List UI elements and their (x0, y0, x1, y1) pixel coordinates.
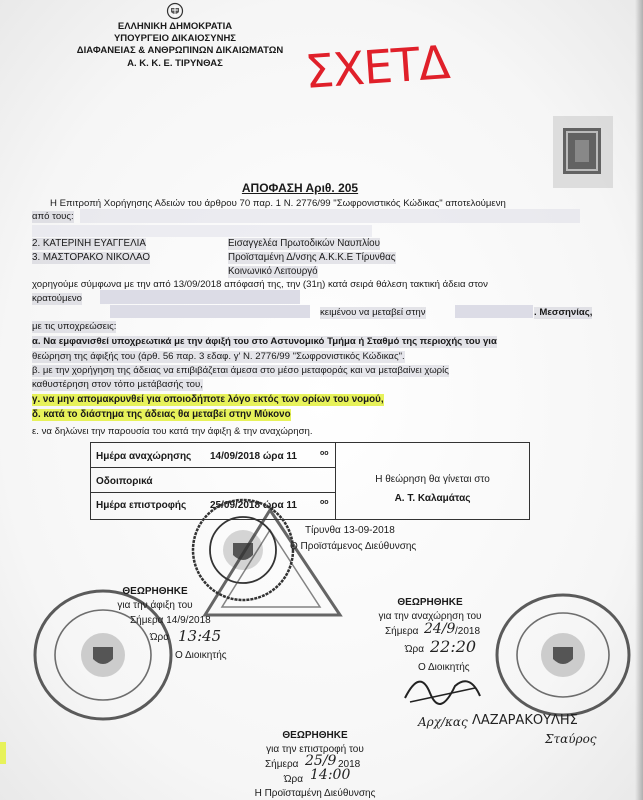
highlight-artifact (0, 742, 6, 764)
signature-scribble-icon (400, 668, 485, 708)
table-sup: οο (320, 450, 329, 457)
obligation-c: γ. να μην απομακρυνθεί για οποιοδήποτε λόγο εκτός των ορίων του νομού, (32, 394, 384, 405)
obligation-a: α. Να εμφανισθεί υποχρεωτικά με την άφιξή του στο Αστυνομικό Τμήμα ή Σταθμό της περιοχής του για (32, 336, 497, 347)
member-name: 3. ΜΑΣΤΟΡΑΚΟ ΝΙΚΟΛΑΟ (32, 252, 150, 263)
member-role: Εισαγγελέα Πρωτοδικών Ναυπλίου (228, 238, 380, 249)
bottom-stamp-date-label: Σήμερα (265, 759, 299, 770)
obligation-b-cont: καθυστέρηση στον τόπο μετάβασής του, (32, 379, 203, 390)
redaction-box (100, 290, 300, 304)
decision-title: ΑΠΟΦΑΣΗ Αριθ. 205 (241, 181, 359, 195)
table-travel-label: Οδοιπορικά (96, 476, 153, 487)
handwritten-red-mark: ΣΧΕΤΔ (303, 35, 451, 99)
left-stamp-time-hand: 13:45 (178, 627, 222, 645)
bottom-stamp-signatory: Η Προϊσταμένη Διεύθυνσης (254, 788, 376, 799)
right-stamp-date-label: Σήμερα (385, 626, 419, 637)
intro-line-2: από τους: (32, 211, 74, 222)
body-line: με τις υποχρεώσεις: (32, 321, 117, 332)
left-stamp-title: ΘΕΩΡΗΘΗΚΕ (122, 586, 188, 597)
greek-emblem-icon (164, 2, 186, 20)
left-stamp-date: Σήμερα 14/9/2018 (130, 615, 211, 626)
body-line: κειμένου να μεταβεί στην (320, 307, 426, 318)
place-date: Τίρυνθα 13-09-2018 (305, 525, 395, 536)
table-sup: οο (320, 499, 329, 506)
obligation-e: ε. να δηλώνει την παρουσία του κατά την άφιξη & την αναχώρηση. (32, 426, 313, 437)
bottom-stamp-title: ΘΕΩΡΗΘΗΚΕ (282, 730, 348, 741)
table-departure-value: 14/09/2018 ώρα 11 (210, 451, 297, 462)
scan-artifact-icon (545, 110, 620, 195)
right-police-round-stamp-icon (488, 590, 638, 720)
member-name: 2. ΚΑΤΕΡΙΝΗ ΕΥΑΓΓΕΛΙΑ (32, 238, 146, 249)
body-line: . Μεσσηνίας, (534, 307, 593, 318)
bottom-stamp-line-1: για την επιστροφή του (266, 744, 364, 755)
obligation-d: δ. κατά το διάστημα της άδειας θα μεταβεί στην Μύκονο (32, 409, 291, 420)
body-line: χορηγούμε σύμφωνα με την από 13/09/2018 απόφασή της, την (31η) κατά σειρά θάλεση τακτική άδεια στον (32, 279, 488, 290)
right-stamp-signatory: Ο Διοικητής (418, 662, 470, 673)
scan-shadow-edge (635, 0, 643, 800)
bottom-stamp-year: 2018 (338, 759, 361, 770)
bottom-stamp-date-hand: 25/9 (305, 753, 337, 769)
signature-sub: Σταύρος (545, 732, 597, 746)
body-line: κρατούμενο (32, 293, 82, 304)
table-return-value: 25/09/2018 ώρα 11 (210, 500, 297, 511)
table-note-1: Η θεώρηση θα γίνεται στο (375, 474, 490, 485)
left-stamp-line-1: για την άφιξη του (117, 600, 193, 611)
header-line-4: Α. Κ. Κ. Ε. ΤΙΡΥΝΘΑΣ (127, 58, 223, 69)
member-role: Κοινωνικό Λειτουργό (228, 266, 318, 277)
right-stamp-year: /2018 (455, 626, 481, 637)
table-departure-label: Ημέρα αναχώρησης (96, 451, 192, 462)
intro-line-1: Η Επιτροπή Χορήγησης Αδειών του άρθρου 70 παρ. 1 Ν. 2776/99 "Σωφρονιστικός Κώδικας" αποτελούμενη (50, 198, 506, 209)
redaction-box (455, 305, 533, 318)
signature-name: ΛΑΖΑΡΑΚΟΥΛΗΣ (472, 713, 578, 728)
header-line-2: ΥΠΟΥΡΓΕΙΟ ΔΙΚΑΙΟΣΥΝΗΣ (113, 33, 237, 44)
right-stamp-time-hand: 22:20 (430, 637, 477, 656)
large-triangular-stamp-icon (200, 505, 345, 620)
right-stamp-title: ΘΕΩΡΗΘΗΚΕ (397, 597, 463, 608)
right-stamp-time-label: Ώρα (405, 644, 424, 655)
obligation-b: β. με την χορήγηση της άδειας να επιβιβάζεται άμεσα στο μέσο μεταφοράς και να μεταβαίνει χωρίς (32, 365, 449, 376)
left-stamp-time-label: Ώρα (150, 632, 169, 643)
table-return-label: Ημέρα επιστροφής (96, 500, 187, 511)
redaction-strip (80, 209, 580, 223)
bottom-stamp-time-label: Ώρα (284, 774, 303, 785)
obligation-a-cont: θεώρηση της άφιξής του (άρθ. 56 παρ. 3 εδαφ. γ' Ν. 2776/99 "Σωφρονιστικός Κώδικας". (32, 351, 405, 362)
header-line-1: ΕΛΛΗΝΙΚΗ ΔΗΜΟΚΡΑΤΙΑ (117, 21, 233, 32)
member-role: Προϊσταμένη Δ/νσης Α.Κ.Κ.Ε Τίρυνθας (228, 252, 396, 263)
table-row-line (90, 492, 336, 493)
signatory-top: Ο Προϊστάμενος Διεύθυνσης (290, 541, 417, 552)
redaction-box (110, 305, 310, 318)
right-stamp-line-1: για την αναχώρηση του (378, 611, 482, 622)
signature-rank: Αρχ/κας (418, 715, 468, 729)
table-row-line (90, 467, 336, 468)
header-line-3: ΔΙΑΦΑΝΕΙΑΣ & ΑΝΘΡΩΠΙΝΩΝ ΔΙΚΑΙΩΜΑΤΩΝ (76, 45, 284, 56)
redaction-strip (32, 225, 372, 237)
bottom-stamp-time-hand: 14:00 (310, 767, 351, 783)
left-stamp-signatory: Ο Διοικητής (175, 650, 227, 661)
table-note-2: Α. Τ. Καλαμάτας (394, 493, 471, 504)
right-stamp-date-hand: 24/9 (424, 621, 456, 637)
